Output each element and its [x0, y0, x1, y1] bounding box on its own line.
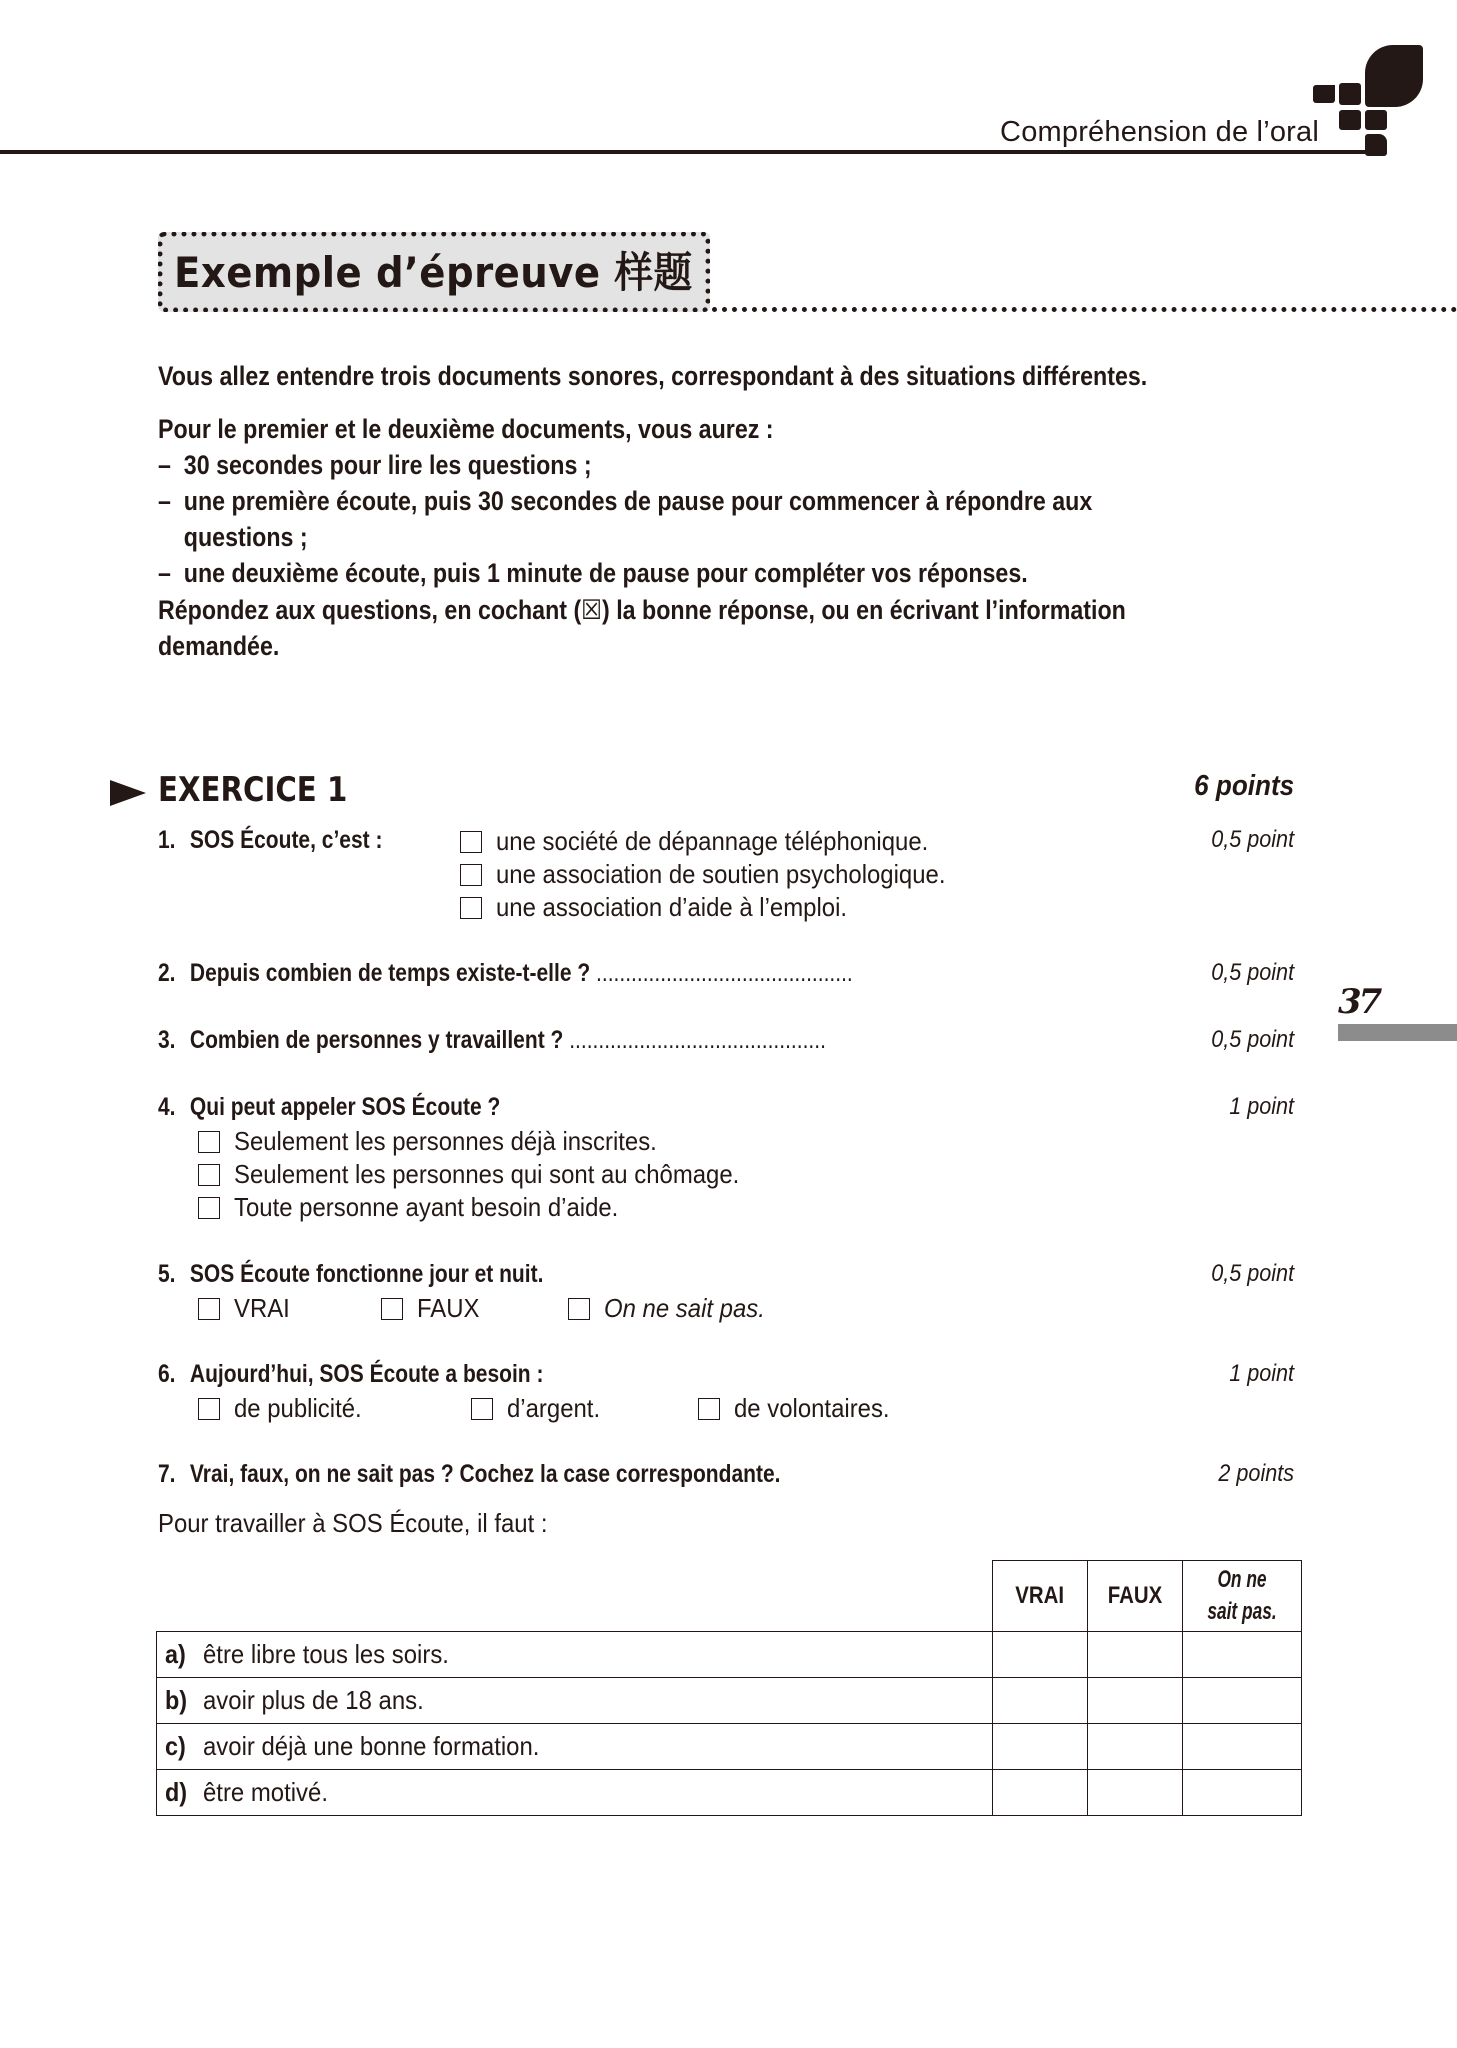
- header-on-ne-sait-pas: On ne sait pas.: [1183, 1561, 1302, 1632]
- instruction-bullet-continued: questions ;: [183, 522, 308, 552]
- table-header-row: [157, 1561, 1302, 1632]
- option-checkbox[interactable]: de volontaires.: [698, 1393, 903, 1424]
- page-number: 37: [1338, 982, 1380, 1022]
- question-points: 1 point: [1229, 1093, 1294, 1120]
- question-2: 2. Depuis combien de temps existe-t-elle ? ............................................: [158, 959, 853, 987]
- page-title: Exemple d’épreuve 样题: [174, 248, 693, 297]
- checkbox[interactable]: [698, 1398, 720, 1420]
- answer-cell-vrai[interactable]: [993, 1678, 1088, 1724]
- instructions-answer-line2: demandée.: [158, 631, 280, 661]
- option-checkbox[interactable]: une association de soutien psychologique.: [460, 859, 985, 890]
- checked-box-icon: ☒: [581, 595, 603, 625]
- question-points: 0,5 point: [1211, 826, 1294, 853]
- dash: –: [158, 558, 171, 588]
- option-checkbox[interactable]: Toute personne ayant besoin d’aide.: [198, 1192, 652, 1223]
- answer-cell-vrai[interactable]: [993, 1770, 1088, 1816]
- answer-cell-on-ne-sait-pas[interactable]: [1183, 1724, 1302, 1770]
- exercise-points: 6 points: [1193, 770, 1294, 802]
- dash: –: [158, 450, 171, 480]
- dotted-rule: [712, 307, 1457, 312]
- answer-cell-faux[interactable]: [1088, 1632, 1183, 1678]
- checkbox[interactable]: [568, 1298, 590, 1320]
- question-points: 0,5 point: [1211, 959, 1294, 986]
- answer-cell-faux[interactable]: [1088, 1724, 1183, 1770]
- table-row: d) être motivé.: [157, 1770, 1302, 1816]
- instructions-answer: Répondez aux questions, en cochant (☒) la bonne réponse, ou en écrivant l’information: [158, 595, 1126, 625]
- instructions-intro: Vous allez entendre trois documents sonores, correspondant à des situations différentes.: [158, 361, 1148, 391]
- option-faux[interactable]: FAUX: [381, 1293, 485, 1324]
- option-on-ne-sait-pas[interactable]: On ne sait pas.: [568, 1293, 779, 1324]
- question-points: 1 point: [1229, 1360, 1294, 1387]
- question-points: 0,5 point: [1211, 1260, 1294, 1287]
- answer-cell-vrai[interactable]: [993, 1632, 1088, 1678]
- checkbox[interactable]: [198, 1298, 220, 1320]
- question-6: 6. Aujourd’hui, SOS Écoute a besoin :: [158, 1360, 544, 1388]
- table-row: a) être libre tous les soirs.: [157, 1632, 1302, 1678]
- question-points: 0,5 point: [1211, 1026, 1294, 1053]
- question-3: 3. Combien de personnes y travaillent ? ............................................: [158, 1026, 826, 1054]
- checkbox[interactable]: [460, 831, 482, 853]
- header-vrai: VRAI: [993, 1561, 1088, 1632]
- option-vrai[interactable]: VRAI: [198, 1293, 295, 1324]
- question-7-intro: Pour travailler à SOS Écoute, il faut :: [158, 1508, 548, 1538]
- answer-line[interactable]: ............................................: [596, 959, 853, 987]
- instruction-bullet: – une deuxième écoute, puis 1 minute de pause pour compléter vos réponses.: [158, 555, 1028, 591]
- dash: –: [158, 486, 171, 516]
- tile-logo-icon: [1313, 45, 1423, 160]
- instruction-bullet: – 30 secondes pour lire les questions ;: [158, 447, 592, 483]
- option-checkbox[interactable]: d’argent.: [471, 1393, 608, 1424]
- exercise-title: EXERCICE 1: [158, 770, 348, 810]
- answer-cell-faux[interactable]: [1088, 1770, 1183, 1816]
- option-checkbox[interactable]: Seulement les personnes qui sont au chômage.: [198, 1159, 783, 1190]
- true-false-table: [156, 1560, 1302, 1816]
- checkbox[interactable]: [460, 864, 482, 886]
- answer-cell-on-ne-sait-pas[interactable]: [1183, 1770, 1302, 1816]
- question-7: 7. Vrai, faux, on ne sait pas ? Cochez la case correspondante.: [158, 1460, 781, 1488]
- answer-cell-on-ne-sait-pas[interactable]: [1183, 1678, 1302, 1724]
- question-4: 4. Qui peut appeler SOS Écoute ?: [158, 1093, 501, 1121]
- checkbox[interactable]: [198, 1398, 220, 1420]
- option-checkbox[interactable]: de publicité.: [198, 1393, 373, 1424]
- answer-cell-on-ne-sait-pas[interactable]: [1183, 1632, 1302, 1678]
- arrow-right-icon: [110, 780, 146, 806]
- checkbox[interactable]: [198, 1131, 220, 1153]
- section-title: Compréhension de l’oral: [1000, 116, 1319, 148]
- page-tab-bar: [1338, 1024, 1457, 1041]
- answer-cell-vrai[interactable]: [993, 1724, 1088, 1770]
- checkbox[interactable]: [198, 1197, 220, 1219]
- answer-cell-faux[interactable]: [1088, 1678, 1183, 1724]
- checkbox[interactable]: [381, 1298, 403, 1320]
- option-checkbox[interactable]: Seulement les personnes déjà inscrites.: [198, 1126, 694, 1157]
- option-checkbox[interactable]: une association d’aide à l’emploi.: [460, 892, 878, 923]
- header-rule: [0, 150, 1380, 154]
- header-faux: FAUX: [1088, 1561, 1183, 1632]
- instruction-bullet: – une première écoute, puis 30 secondes de pause pour commencer à répondre aux: [158, 483, 1092, 519]
- question-1: 1. SOS Écoute, c’est :: [158, 826, 383, 854]
- checkbox[interactable]: [198, 1164, 220, 1186]
- answer-line[interactable]: ............................................: [569, 1026, 826, 1054]
- question-points: 2 points: [1218, 1460, 1294, 1487]
- question-5: 5. SOS Écoute fonctionne jour et nuit.: [158, 1260, 544, 1288]
- option-checkbox[interactable]: une société de dépannage téléphonique.: [460, 826, 966, 857]
- checkbox[interactable]: [471, 1398, 493, 1420]
- table-row: b) avoir plus de 18 ans.: [157, 1678, 1302, 1724]
- instructions-lead: Pour le premier et le deuxième documents, vous aurez :: [158, 414, 774, 444]
- table-row: c) avoir déjà une bonne formation.: [157, 1724, 1302, 1770]
- checkbox[interactable]: [460, 897, 482, 919]
